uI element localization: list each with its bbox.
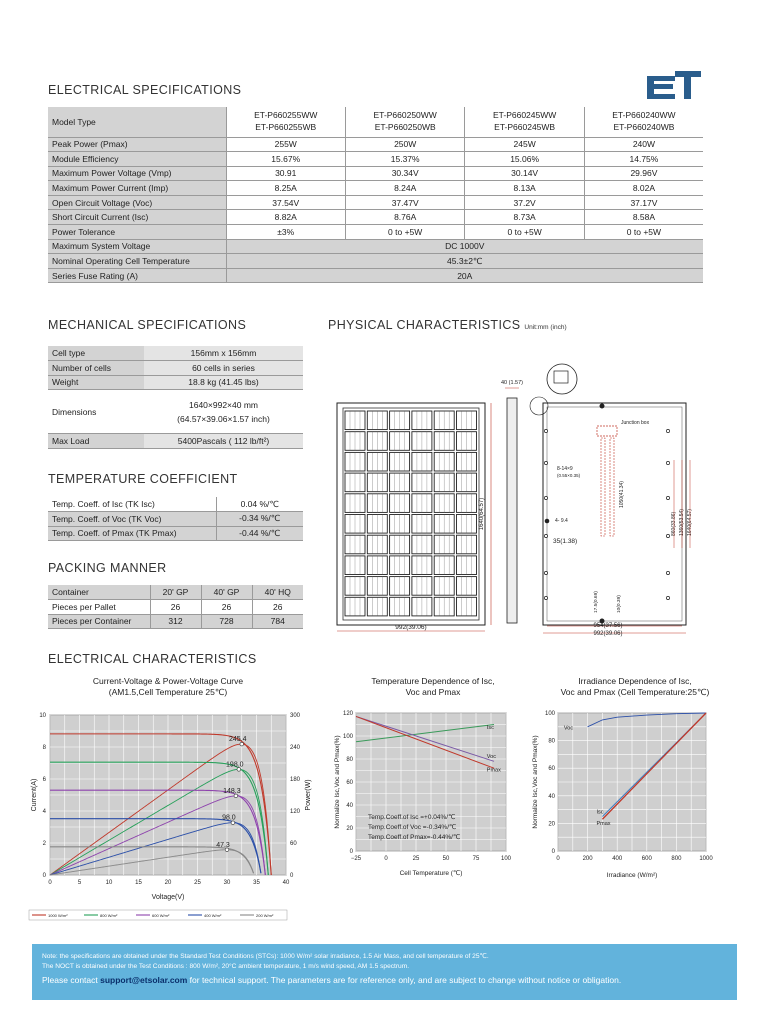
x-tick-label: 5 (77, 880, 82, 886)
physical-title-text: PHYSICAL CHARACTERISTICS (328, 318, 521, 332)
spec-value: 0 to +5W (584, 225, 703, 240)
pack-label: Pieces per Container (48, 614, 150, 629)
spec-value: 14.75% (584, 152, 703, 167)
legend-label: 200 W/m² (256, 913, 274, 918)
x-tick-label: 100 (500, 856, 512, 862)
x-tick-label: 50 (442, 856, 450, 862)
x-tick-label: 75 (472, 856, 480, 862)
y-tick-label: 4 (42, 809, 46, 815)
physical-title (328, 318, 567, 332)
mount-hole (600, 404, 605, 409)
x-tick-label: −25 (350, 856, 362, 862)
pack-label: Pieces per Pallet (48, 600, 150, 615)
pack-value: 26 (201, 600, 252, 615)
pack-header: 40' HQ (252, 585, 303, 600)
mount-hole (666, 429, 669, 432)
physical-drawing (325, 358, 705, 638)
spec-value: 37.2V (465, 195, 584, 210)
height-label: 1640(64.57) (479, 497, 485, 531)
mount-hole (666, 496, 669, 499)
table-row (48, 375, 303, 390)
spec-value: 8.58A (584, 210, 703, 225)
table-row (48, 434, 303, 449)
spec-label: Open Circuit Voltage (Voc) (48, 195, 226, 210)
spec-value: 15.67% (226, 152, 345, 167)
model-name (226, 107, 345, 137)
thickness-label: 40 (1.57) (500, 380, 524, 386)
x-axis-label: Voltage(V) (151, 894, 185, 901)
pmax-label: Pmax (486, 767, 501, 774)
ground-hole (545, 519, 550, 524)
spec-value: ±3% (226, 225, 345, 240)
temperature-coeff-title: TEMPERATURE COEFFICIENT (48, 472, 238, 486)
spec-value: 8.73A (465, 210, 584, 225)
chart3-title-line2: Voc and Pmax (Cell Temperature:25℃) (560, 686, 710, 697)
y2-tick-label: 240 (290, 745, 301, 751)
x-tick-label: 800 (671, 856, 682, 862)
irradiance-chart (528, 705, 728, 905)
model-name-line: ET-P660245WW (492, 110, 557, 121)
y-tick-label: 80 (346, 757, 353, 763)
mount-hole (666, 571, 669, 574)
y-tick-label: 60 (548, 766, 555, 773)
spec-value: 8.02A (584, 181, 703, 196)
temperature-coeff-table (48, 497, 303, 541)
pmax-label: 148.3 (223, 787, 241, 795)
mech-value (144, 361, 303, 376)
table-row (48, 268, 703, 283)
model-name-line: ET-P660240WB (613, 121, 675, 132)
electrical-specs-table (48, 107, 703, 283)
pack-header: 40' GP (201, 585, 252, 600)
spec-value: 29.96V (584, 166, 703, 181)
table-row (48, 195, 703, 210)
spec-value: 8.24A (345, 181, 464, 196)
ground-label: 4- 9.4 (555, 518, 568, 524)
y-tick-label: 6 (42, 777, 46, 783)
electrical-char-title: ELECTRICAL CHARACTERISTICS (48, 652, 257, 666)
table-row (48, 526, 303, 541)
isc-label: Isc (486, 725, 494, 732)
mount-hole (544, 571, 547, 574)
chart2-title-line1: Temperature Dependence of Isc, (371, 676, 495, 686)
mech-value (144, 346, 303, 361)
y2-tick-label: 120 (290, 809, 301, 815)
packing-table (48, 585, 303, 629)
y2-tick-label: 180 (290, 777, 301, 783)
x-tick-label: 200 (582, 856, 593, 862)
y-tick-label: 0 (349, 849, 353, 855)
chart1-title-line2: (AM1.5,Cell Temperature 25℃) (108, 686, 228, 697)
y-tick-label: 100 (544, 711, 555, 717)
mech-label: Number of cells (48, 361, 144, 376)
legend-label: 600 W/m² (152, 913, 170, 918)
spec-label: Series Fuse Rating (A) (48, 268, 226, 283)
dim-17-5: 17.5(0.69) (594, 591, 599, 613)
x-axis-label: Cell Temperature (℃) (399, 870, 463, 877)
x-tick-label: 35 (253, 880, 260, 886)
model-name-line: ET-P660255WB (255, 121, 317, 132)
dim-10: 10(0.39) (617, 595, 622, 613)
y-tick-label: 0 (551, 849, 555, 855)
footer-line1: Note: the specifications are obtained under the Standard Test Conditions (STCs): 1000 W/m² solar irradiance, 1.5 Air Mass, and cell temperature of 25℃. (42, 953, 489, 960)
y-axis-label: Current(A) (31, 778, 38, 812)
table-row (48, 512, 303, 527)
x-tick-label: 10 (105, 880, 113, 886)
voc-label: Voc (486, 753, 496, 760)
spec-label: Maximum Power Voltage (Vmp) (48, 166, 226, 181)
spec-value: 30.14V (465, 166, 584, 181)
footer-contact-post: for technical support. The parameters are for reference only, and are subject to change without notice or obligation. (187, 975, 622, 986)
spec-label: Power Tolerance (48, 225, 226, 240)
pack-value: 728 (201, 614, 252, 629)
footer-note (32, 944, 737, 1000)
panel-back-inner (547, 407, 682, 621)
y-tick-label: 20 (548, 821, 555, 828)
y-tick-label: 8 (42, 745, 46, 751)
mech-value-line: (64.57×39.06×1.57 inch) (177, 413, 270, 424)
spec-label: Short Circuit Current (Isc) (48, 210, 226, 225)
spec-value: 37.17V (584, 195, 703, 210)
spec-value: 37.47V (345, 195, 464, 210)
spec-value: 37.54V (226, 195, 345, 210)
spec-value: 8.13A (465, 181, 584, 196)
table-row (48, 152, 703, 167)
y-tick-label: 60 (346, 780, 353, 786)
spec-value: 20A (226, 268, 703, 283)
mount-hole (666, 596, 669, 599)
model-name-line: ET-P660240WW (612, 110, 676, 121)
mount-hole (544, 429, 547, 432)
spec-value: 245W (465, 137, 584, 152)
mech-value-line: 1640×992×40 mm (189, 399, 258, 410)
spec-value: 45.3±2℃ (226, 254, 703, 269)
table-row (48, 225, 703, 240)
spec-label: Maximum System Voltage (48, 239, 226, 254)
pmax-label: Pmax (596, 820, 611, 827)
holes-label: 8-14×9 (557, 466, 573, 472)
chart1-title-line1: Current-Voltage & Power-Voltage Curve (92, 676, 244, 686)
x-tick-label: 30 (223, 880, 231, 886)
y-tick-label: 20 (346, 826, 353, 832)
x-axis-label: Irradiance (W/m²) (606, 872, 658, 879)
table-row (48, 600, 303, 615)
y2-axis-label: Power(W) (305, 779, 312, 811)
pack-value: 26 (252, 600, 303, 615)
pack-header: 20' GP (150, 585, 201, 600)
x-tick-label: 25 (412, 856, 420, 862)
table-row (48, 346, 303, 361)
spec-value: DC 1000V (226, 239, 703, 254)
y-tick-label: 40 (548, 793, 555, 800)
mech-label: Dimensions (48, 390, 144, 434)
dim-1050: 1050(41.34) (619, 481, 625, 508)
pmax-label: 98.0 (222, 814, 236, 822)
legend-label: 1000 W/m² (48, 913, 68, 918)
legend-label: 800 W/m² (100, 913, 118, 918)
pack-value: 26 (150, 600, 201, 615)
et-logo (645, 68, 703, 102)
mount-hole (666, 461, 669, 464)
table-row (48, 254, 703, 269)
mount-hole (544, 534, 547, 537)
temp-value: 0.04 %/℃ (216, 497, 303, 512)
y-tick-label: 10 (39, 713, 46, 719)
mech-label: Max Load (48, 434, 144, 449)
y2-tick-label: 60 (290, 841, 297, 847)
table-row (48, 390, 303, 434)
spec-value: 240W (584, 137, 703, 152)
temp-value: -0.34 %/℃ (216, 512, 303, 527)
model-type-label: Model Type (48, 107, 226, 137)
packing-title: PACKING MANNER (48, 561, 167, 575)
spec-value: 8.76A (345, 210, 464, 225)
model-name-line: ET-P660250WB (374, 121, 436, 132)
panel-side (507, 398, 517, 623)
edge-label: 35(1.38) (553, 538, 578, 545)
table-row (48, 614, 303, 629)
model-name-line: ET-P660255WW (254, 110, 318, 121)
pack-value: 784 (252, 614, 303, 629)
mech-value-line: 18.8 kg (41.45 lbs) (188, 377, 259, 388)
pack-value: 312 (150, 614, 201, 629)
spec-label: Nominal Operating Cell Temperature (48, 254, 226, 269)
temp-label: Temp. Coeff. of Isc (TK Isc) (48, 497, 216, 512)
spec-value: 255W (226, 137, 345, 152)
mount-hole (544, 461, 547, 464)
x-tick-label: 600 (641, 856, 652, 862)
dim-1360: 1360(53.54) (679, 509, 685, 536)
y-axis-label: Normalize Isc,Voc and Pmax(%) (532, 735, 539, 829)
x-tick-label: 1000 (699, 856, 713, 862)
chart2-title (338, 676, 528, 697)
spec-label: Maximum Power Current (Imp) (48, 181, 226, 196)
temperature-chart (330, 705, 530, 905)
mech-value-line: 156mm x 156mm (190, 348, 257, 359)
y-tick-label: 40 (346, 803, 353, 809)
iv-pv-chart (28, 705, 318, 925)
pmax-label: 198.0 (226, 761, 244, 769)
table-row (48, 239, 703, 254)
footer-contact-pre: Please contact (42, 975, 101, 986)
table-row (48, 361, 303, 376)
table-row (48, 137, 703, 152)
spec-value: 0 to +5W (345, 225, 464, 240)
mech-value (144, 390, 303, 434)
x-tick-label: 0 (48, 880, 52, 886)
model-name (465, 107, 584, 137)
back-width-label: 992(39.06) (593, 631, 623, 637)
model-name (584, 107, 703, 137)
mech-label: Cell type (48, 346, 144, 361)
model-name-line: ET-P660250WW (373, 110, 437, 121)
x-tick-label: 0 (556, 856, 560, 862)
coeff-note: Temp.Coeff.of Isc =+0.04%/℃ (368, 813, 456, 821)
mech-value-line: 60 cells in series (192, 362, 255, 373)
x-tick-label: 15 (135, 880, 142, 886)
spec-value: 8.25A (226, 181, 345, 196)
voc-label: Voc (563, 725, 574, 732)
x-tick-label: 400 (612, 856, 623, 862)
model-name-line: ET-P660245WB (494, 121, 556, 132)
y-tick-label: 120 (342, 711, 353, 717)
spec-value: 30.91 (226, 166, 345, 181)
width-label: 992(39.06) (395, 624, 427, 631)
spec-value: 0 to +5W (465, 225, 584, 240)
table-row (48, 585, 303, 600)
detail-circle (547, 364, 577, 394)
mount-hole (544, 596, 547, 599)
table-row (48, 181, 703, 196)
y-tick-label: 80 (548, 738, 555, 745)
isc-label: Isc (596, 809, 604, 816)
support-email-link[interactable]: support@etsolar.com (100, 975, 188, 986)
x-tick-label: 0 (384, 856, 388, 862)
chart2-title-line2: Voc and Pmax (405, 686, 461, 697)
spec-value: 8.82A (226, 210, 345, 225)
table-row (48, 166, 703, 181)
y-tick-label: 100 (342, 734, 353, 740)
y-axis-label: Normalize Isc,Voc and Pmax(%) (334, 735, 341, 829)
inner-width-label: 954(37.56) (593, 623, 623, 629)
pack-header: Container (48, 585, 150, 600)
y2-tick-label: 0 (290, 873, 294, 879)
junction-label: Junction box (621, 420, 650, 426)
model-name (345, 107, 464, 137)
x-tick-label: 20 (164, 880, 172, 886)
table-row (48, 107, 703, 137)
mech-value-line: 5400Pascals ( 112 lb/ft²) (177, 436, 270, 447)
dim-1640: 1640(64.57) (687, 509, 693, 536)
chart3-title-line1: Irradiance Dependence of Isc, (578, 676, 692, 686)
table-row (48, 497, 303, 512)
spec-value: 15.06% (465, 152, 584, 167)
mechanical-specs-table (48, 346, 303, 449)
holes-inch-label: (0.55×0.35) (557, 473, 581, 478)
footer-line2: The NOCT is obtained under the Test Conditions : 800 W/m², 20°C ambient temperature, 1 m/s wind speed, AM 1.5 spectrum. (42, 962, 410, 970)
legend-label: 400 W/m² (204, 913, 222, 918)
footer-contact (42, 974, 727, 986)
coeff-note: Temp.Coeff.of Pmax=-0.44%/℃ (368, 833, 461, 841)
y-tick-label: 2 (42, 841, 46, 847)
mount-hole (544, 496, 547, 499)
pmax-label: 47.3 (216, 841, 230, 849)
spec-value: 250W (345, 137, 464, 152)
spec-label: Module Efficiency (48, 152, 226, 167)
mechanical-specs-title: MECHANICAL SPECIFICATIONS (48, 318, 247, 332)
y2-tick-label: 300 (290, 713, 301, 719)
spec-label: Peak Power (Pmax) (48, 137, 226, 152)
physical-unit: Unit:mm (inch) (524, 324, 567, 331)
chart1-title (68, 676, 268, 697)
dim-860: 860(33.86) (671, 511, 677, 536)
electrical-specs-title: ELECTRICAL SPECIFICATIONS (48, 83, 242, 97)
table-row (48, 210, 703, 225)
y-tick-label: 0 (42, 873, 46, 879)
coeff-note: Temp.Coeff.of Voc =-0.34%/℃ (368, 823, 457, 831)
x-tick-label: 40 (282, 880, 290, 886)
pmax-label: 245.4 (228, 736, 247, 744)
temp-label: Temp. Coeff. of Pmax (TK Pmax) (48, 526, 216, 541)
mech-label: Weight (48, 375, 144, 390)
temp-label: Temp. Coeff. of Voc (TK Voc) (48, 512, 216, 527)
spec-value: 15.37% (345, 152, 464, 167)
temp-value: -0.44 %/℃ (216, 526, 303, 541)
chart3-title (535, 676, 735, 697)
spec-value: 30.34V (345, 166, 464, 181)
mount-hole (666, 534, 669, 537)
mech-value (144, 434, 303, 449)
mech-value (144, 375, 303, 390)
x-tick-label: 25 (194, 880, 201, 886)
